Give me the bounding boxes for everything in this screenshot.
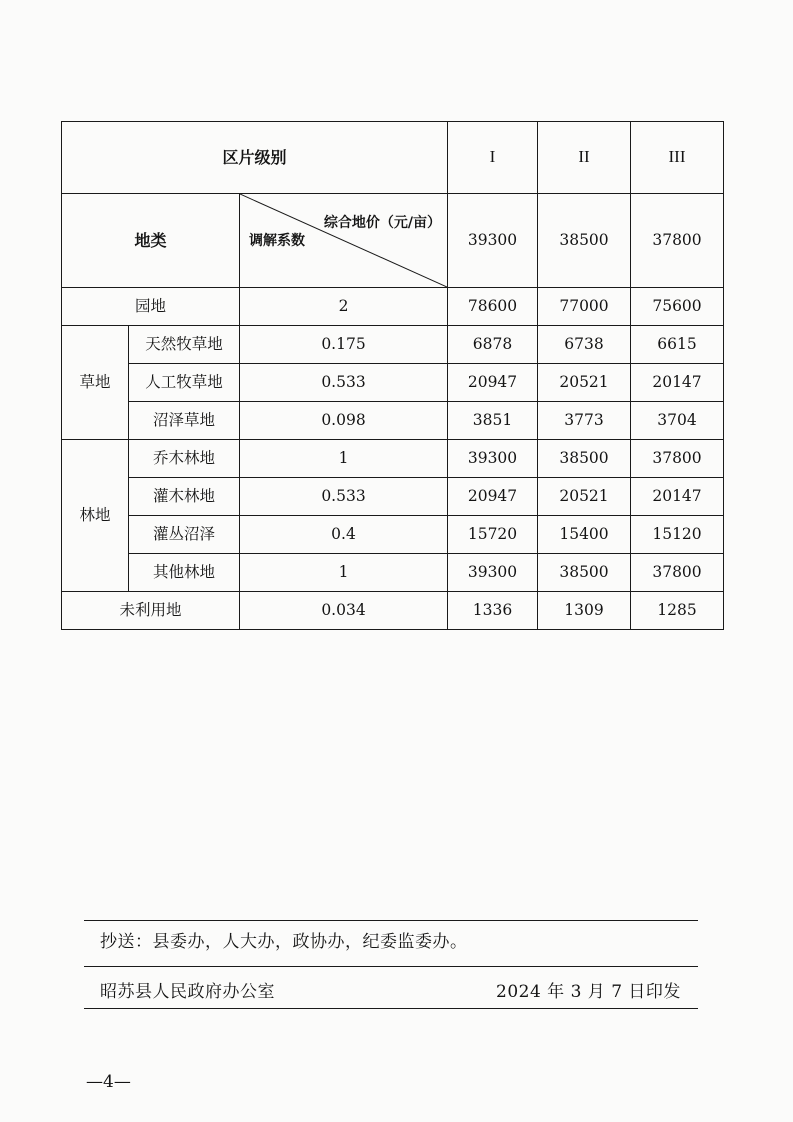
price-cell: 1285	[631, 592, 724, 630]
price-cell: 38500	[538, 440, 631, 478]
footer-divider-bottom	[84, 1008, 698, 1009]
base-price-3: 37800	[631, 194, 724, 288]
coef-cell: 0.533	[240, 478, 448, 516]
header-row-grades	[62, 122, 724, 194]
land-group-cell: 草地	[62, 326, 129, 440]
grade-header-3: III	[631, 122, 724, 194]
price-cell: 6738	[538, 326, 631, 364]
price-cell: 3851	[448, 402, 538, 440]
price-cell: 20521	[538, 478, 631, 516]
land-subtype-cell: 其他林地	[129, 554, 240, 592]
land-type-cell: 未利用地	[62, 592, 240, 630]
price-cell: 37800	[631, 554, 724, 592]
price-cell: 6878	[448, 326, 538, 364]
price-cell: 20947	[448, 364, 538, 402]
price-cell: 3704	[631, 402, 724, 440]
adjustment-coef-label: 调解系数	[249, 233, 305, 249]
diagonal-header-cell	[240, 194, 448, 288]
grade-header-2: II	[538, 122, 631, 194]
land-price-table	[61, 121, 724, 630]
issue-date: 2024 年 3 月 7 日印发	[496, 982, 681, 1002]
table-row	[62, 402, 724, 440]
price-cell: 20147	[631, 364, 724, 402]
header-row-base-prices	[62, 194, 724, 288]
price-cell: 3773	[538, 402, 631, 440]
coef-cell: 1	[240, 554, 448, 592]
price-cell: 1309	[538, 592, 631, 630]
table-row	[62, 478, 724, 516]
table-row	[62, 440, 724, 478]
base-price-1: 39300	[448, 194, 538, 288]
coef-cell: 0.533	[240, 364, 448, 402]
land-subtype-cell: 沼泽草地	[129, 402, 240, 440]
coef-cell: 0.175	[240, 326, 448, 364]
price-cell: 77000	[538, 288, 631, 326]
price-cell: 15720	[448, 516, 538, 554]
price-cell: 78600	[448, 288, 538, 326]
table-row	[62, 364, 724, 402]
price-cell: 37800	[631, 440, 724, 478]
price-cell: 15120	[631, 516, 724, 554]
price-cell: 1336	[448, 592, 538, 630]
coef-cell: 0.4	[240, 516, 448, 554]
land-subtype-cell: 天然牧草地	[129, 326, 240, 364]
price-cell: 20147	[631, 478, 724, 516]
issuing-office: 昭苏县人民政府办公室	[100, 982, 275, 1002]
price-cell: 20947	[448, 478, 538, 516]
price-cell: 75600	[631, 288, 724, 326]
price-cell: 15400	[538, 516, 631, 554]
table-row	[62, 554, 724, 592]
composite-price-label: 综合地价（元/亩）	[323, 215, 441, 231]
land-type-cell: 园地	[62, 288, 240, 326]
table-row	[62, 326, 724, 364]
land-subtype-cell: 灌丛沼泽	[129, 516, 240, 554]
coef-cell: 2	[240, 288, 448, 326]
grade-header-1: I	[448, 122, 538, 194]
land-subtype-cell: 人工牧草地	[129, 364, 240, 402]
land-subtype-cell: 乔木林地	[129, 440, 240, 478]
price-cell: 20521	[538, 364, 631, 402]
land-group-cell: 林地	[62, 440, 129, 592]
coef-cell: 1	[240, 440, 448, 478]
coef-cell: 0.034	[240, 592, 448, 630]
land-type-header: 地类	[62, 194, 240, 288]
price-cell: 39300	[448, 554, 538, 592]
zone-level-header: 区片级别	[62, 122, 448, 194]
table-row	[62, 516, 724, 554]
base-price-2: 38500	[538, 194, 631, 288]
table-row	[62, 592, 724, 630]
price-cell: 38500	[538, 554, 631, 592]
table-row	[62, 288, 724, 326]
price-cell: 39300	[448, 440, 538, 478]
coef-cell: 0.098	[240, 402, 448, 440]
footer-divider-top	[84, 920, 698, 921]
page-number: —4—	[86, 1072, 131, 1092]
footer-divider-middle	[84, 966, 698, 967]
land-subtype-cell: 灌木林地	[129, 478, 240, 516]
price-cell: 6615	[631, 326, 724, 364]
cc-recipients: 抄送：县委办，人大办，政协办，纪委监委办。	[100, 932, 468, 952]
